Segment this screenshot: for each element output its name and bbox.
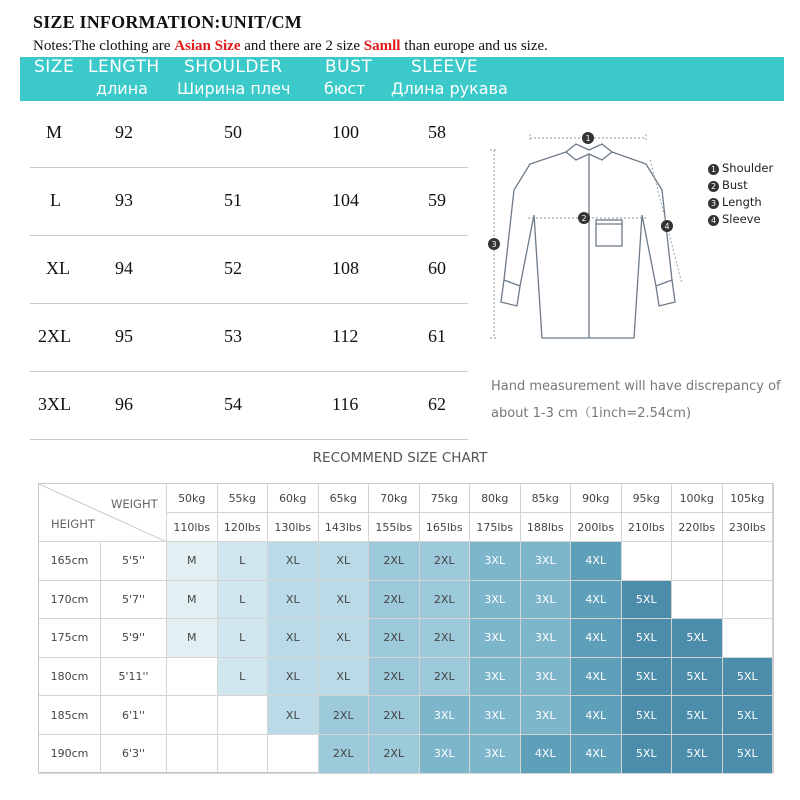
size-cell: L [50,190,61,210]
size-chart-cell: 2XL [420,658,471,697]
size-chart-cell: 3XL [470,696,521,735]
size-chart-cell: 3XL [521,542,572,581]
size-chart-cell: 5XL [622,735,673,774]
weight-kg-header: 70kg [369,484,420,513]
size-chart-cell: 2XL [369,658,420,697]
size-info-title: SIZE INFORMATION:UNIT/CM [33,12,302,32]
legend-item [708,212,773,229]
bust-cell: 116 [332,394,359,414]
size-chart-cell: L [218,658,269,697]
length-cell: 95 [115,326,133,346]
height-ft-cell: 5'11'' [101,658,167,697]
size-chart-cell: 2XL [319,735,370,774]
height-cm-cell: 190cm [39,735,101,774]
weight-lbs-header: 200lbs [571,513,622,542]
size-chart-cell: 5XL [622,619,673,658]
weight-kg-header: 60kg [268,484,319,513]
height-ft-cell: 5'5'' [101,542,167,581]
header-sleeve-ru: Длина рукава [391,79,508,98]
header-shoulder-ru: Ширина плеч [177,79,291,98]
size-cell: M [46,122,63,142]
legend-item [708,161,773,178]
number-2-icon: 2 [708,181,719,192]
size-chart-cell: 5XL [723,658,774,697]
sleeve-cell: 58 [428,122,446,142]
size-chart-cell: 4XL [571,619,622,658]
height-ft-cell: 5'9'' [101,619,167,658]
size-chart-cell: 3XL [470,619,521,658]
weight-lbs-header: 155lbs [369,513,420,542]
size-row [30,304,468,372]
size-chart-cell: XL [268,658,319,697]
size-chart-cell [218,696,269,735]
size-chart-cell: 4XL [571,658,622,697]
size-chart-cell: 5XL [622,696,673,735]
weight-kg-header: 105kg [723,484,774,513]
legend-label: Length [722,195,762,209]
weight-lbs-header: 120lbs [218,513,269,542]
sleeve-cell: 59 [428,190,446,210]
size-chart-cell: L [218,619,269,658]
size-chart-cell: 3XL [521,619,572,658]
size-chart-cell: 2XL [369,542,420,581]
height-cm-cell: 185cm [39,696,101,735]
height-cm-cell: 165cm [39,542,101,581]
size-chart-cell: 5XL [672,696,723,735]
size-chart-cell [622,542,673,581]
height-label: HEIGHT [51,517,95,531]
number-3-icon: 3 [708,198,719,209]
size-chart-cell: 2XL [369,619,420,658]
size-chart-cell [723,542,774,581]
weight-kg-header: 50kg [167,484,218,513]
weight-kg-header: 65kg [319,484,370,513]
weight-lbs-header: 175lbs [470,513,521,542]
number-4-icon: 4 [708,215,719,226]
size-chart-cell: 4XL [571,581,622,620]
size-chart-cell [268,735,319,774]
recommend-size-grid [38,483,774,773]
bust-cell: 112 [332,326,359,346]
height-ft-cell: 5'7'' [101,581,167,620]
height-cm-cell: 180cm [39,658,101,697]
size-chart-cell: XL [268,619,319,658]
size-chart-cell: 3XL [521,658,572,697]
size-chart-cell: 2XL [319,696,370,735]
weight-lbs-header: 230lbs [723,513,774,542]
size-row [30,236,468,304]
sleeve-cell: 62 [428,394,446,414]
legend-item [708,195,773,212]
size-chart-cell: XL [319,542,370,581]
size-chart-cell: 3XL [470,542,521,581]
weight-kg-header: 95kg [622,484,673,513]
shoulder-cell: 51 [224,190,242,210]
shirt-measurement-diagram [484,120,694,365]
height-cm-cell: 170cm [39,581,101,620]
size-chart-cell: 4XL [571,542,622,581]
size-chart-cell: 5XL [672,735,723,774]
size-chart-cell: 3XL [521,696,572,735]
size-chart-cell: 3XL [470,658,521,697]
weight-label: WEIGHT [111,497,158,511]
legend-label: Shoulder [722,161,774,175]
size-chart-cell [723,619,774,658]
size-chart-cell [167,735,218,774]
size-chart-cell: M [167,619,218,658]
size-chart-cell: M [167,581,218,620]
length-cell: 96 [115,394,133,414]
size-chart-cell: 2XL [420,581,471,620]
sleeve-cell: 61 [428,326,446,346]
size-chart-cell: XL [319,619,370,658]
weight-lbs-header: 143lbs [319,513,370,542]
height-cm-cell: 175cm [39,619,101,658]
weight-lbs-header: 210lbs [622,513,673,542]
length-cell: 92 [115,122,133,142]
size-table [30,100,468,440]
weight-kg-header: 75kg [420,484,471,513]
size-chart-cell [672,542,723,581]
marker-shoulder: 1 [585,134,591,143]
bust-cell: 104 [332,190,359,210]
weight-lbs-header: 220lbs [672,513,723,542]
size-chart-cell: 3XL [470,581,521,620]
size-chart-cell: XL [319,581,370,620]
sleeve-cell: 60 [428,258,446,278]
size-chart-cell: XL [319,658,370,697]
height-ft-cell: 6'1'' [101,696,167,735]
size-row [30,168,468,236]
shoulder-cell: 54 [224,394,242,414]
weight-lbs-header: 110lbs [167,513,218,542]
header-corner-cell [39,484,167,542]
header-length-ru: длина [96,79,148,98]
header-bust: BUST [325,57,373,77]
size-chart-cell: XL [268,696,319,735]
size-chart-cell: XL [268,542,319,581]
legend-item [708,178,773,195]
size-chart-cell: L [218,581,269,620]
measurement-legend [708,161,773,229]
size-chart-cell: 5XL [622,658,673,697]
weight-kg-header: 100kg [672,484,723,513]
size-chart-cell: 2XL [369,696,420,735]
size-chart-cell: 2XL [420,542,471,581]
measurement-disclaimer [491,373,781,427]
weight-kg-header: 55kg [218,484,269,513]
shoulder-cell: 53 [224,326,242,346]
size-chart-cell: 2XL [420,619,471,658]
length-cell: 94 [115,258,133,278]
length-cell: 93 [115,190,133,210]
notes-suffix: than europe and us size. [400,38,548,54]
size-cell: XL [46,258,70,278]
marker-length: 3 [491,240,497,249]
bust-cell: 100 [332,122,359,142]
size-chart-cell: 3XL [420,735,471,774]
size-chart-cell: XL [268,581,319,620]
disclaimer-line: Hand measurement will have discrepancy of [491,379,781,394]
size-chart-cell: 3XL [420,696,471,735]
header-sleeve: SLEEVE [411,57,479,77]
shoulder-cell: 50 [224,122,242,142]
size-chart-cell: 3XL [521,581,572,620]
size-chart-cell [218,735,269,774]
size-chart-cell [167,658,218,697]
marker-sleeve: 4 [664,222,670,231]
shoulder-cell: 52 [224,258,242,278]
size-chart-cell: L [218,542,269,581]
marker-bust: 2 [581,214,587,223]
header-bust-ru: бюст [324,79,366,98]
size-chart-cell: 5XL [622,581,673,620]
size-cell: 3XL [38,394,71,414]
size-chart-cell: 2XL [369,581,420,620]
size-row [30,100,468,168]
size-chart-cell: 4XL [571,735,622,774]
size-chart-cell: 5XL [723,735,774,774]
size-chart-cell: 3XL [470,735,521,774]
legend-label: Sleeve [722,212,761,226]
notes-prefix: Notes:The clothing are [33,38,175,54]
header-length: LENGTH [88,57,160,77]
weight-kg-header: 90kg [571,484,622,513]
size-chart-cell: 4XL [521,735,572,774]
legend-label: Bust [722,178,748,192]
size-chart-cell [167,696,218,735]
size-chart-cell: 5XL [723,696,774,735]
number-1-icon: 1 [708,164,719,175]
size-chart-cell: 4XL [571,696,622,735]
weight-lbs-header: 188lbs [521,513,572,542]
size-header-band [20,57,784,101]
size-cell: 2XL [38,326,71,346]
notes-small: Samll [363,38,401,54]
size-chart-cell [672,581,723,620]
notes-asian-size: Asian Size [174,38,241,54]
header-shoulder: SHOULDER [184,57,283,77]
size-chart-cell: M [167,542,218,581]
height-ft-cell: 6'3'' [101,735,167,774]
size-chart-cell: 5XL [672,619,723,658]
recommend-chart-title: RECOMMEND SIZE CHART [312,450,488,466]
size-notes [33,38,548,55]
size-chart-cell: 2XL [369,735,420,774]
notes-middle: and there are 2 size [240,38,364,54]
weight-kg-header: 85kg [521,484,572,513]
size-row [30,372,468,440]
bust-cell: 108 [332,258,359,278]
header-size: SIZE [34,57,75,77]
weight-lbs-header: 165lbs [420,513,471,542]
disclaimer-line: about 1-3 cm（1inch=2.54cm) [491,406,692,421]
weight-kg-header: 80kg [470,484,521,513]
size-chart-cell [723,581,774,620]
weight-lbs-header: 130lbs [268,513,319,542]
size-chart-cell: 5XL [672,658,723,697]
